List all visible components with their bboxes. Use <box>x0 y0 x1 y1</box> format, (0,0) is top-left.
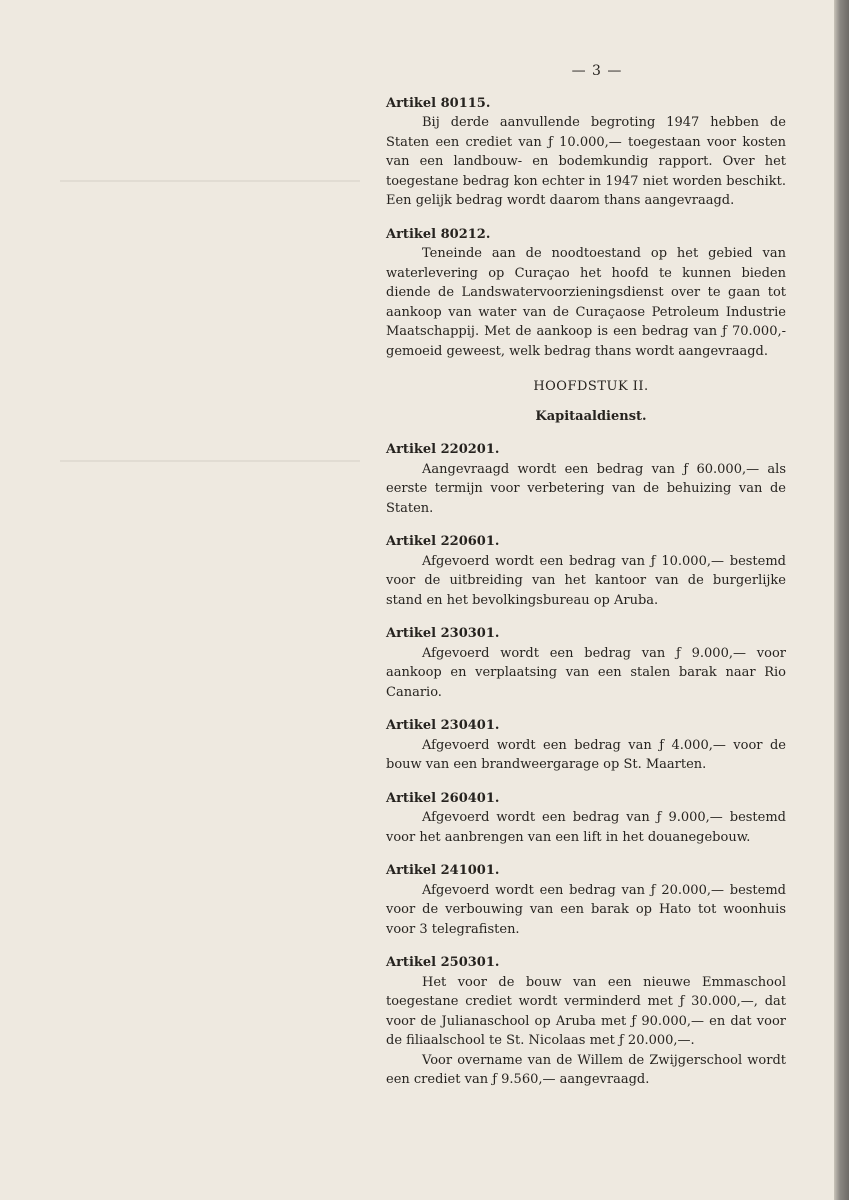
document-body <box>386 62 786 1104</box>
article-title: Artikel 220601. <box>386 534 500 549</box>
article-block <box>386 624 786 702</box>
article-block <box>386 716 786 775</box>
article-paragraph: Bij derde aanvullende begroting 1947 hebben de Staten een crediet van ƒ 10.000,— toegestaan voor kosten van een landbouw- en bodemkundig rapport. Over het toegestane bedrag kon echter in 1947 niet worden beschikt. Een gelijk bedrag wordt daarom thans aangevraagd. <box>386 115 786 208</box>
article-title: Artikel 80212. <box>386 226 491 242</box>
page-number: — 3 — <box>571 63 623 79</box>
article-paragraph: Afgevoerd wordt een bedrag van ƒ 10.000,— bestemd voor de uitbreiding van het kantoor van de burgerlijke stand en het bevolkingsbureau op Aruba. <box>386 553 786 608</box>
article-title: Artikel 250301. <box>386 955 500 970</box>
article-title: Artikel 220201. <box>386 442 500 457</box>
article-title: Artikel 230301. <box>386 626 500 641</box>
page-edge-shadow <box>834 0 849 1200</box>
article-paragraph: Afgevoerd wordt een bedrag van ƒ 9.000,— bestemd voor het aanbrengen van een lift in het douanegebouw. <box>386 810 786 845</box>
chapter-heading: HOOFDSTUK II. <box>533 379 649 394</box>
article-block <box>386 225 786 362</box>
article-block <box>386 532 786 610</box>
article-block <box>386 953 786 1090</box>
article-title: Artikel 230401. <box>386 718 500 733</box>
article-paragraph: Afgevoerd wordt een bedrag van ƒ 9.000,— voor aankoop en verplaatsing van een stalen barak naar Rio Canario. <box>386 645 786 700</box>
articles-section-1 <box>386 94 786 362</box>
article-paragraph: Het voor de bouw van een nieuwe Emmaschool toegestane crediet wordt verminderd met ƒ 30.000,—, dat voor de Julianaschool op Aruba met ƒ 90.000,— en dat voor de filiaalschool te St. Nicolaas met ƒ 20.000,—. <box>386 974 786 1048</box>
article-title: Artikel 260401. <box>386 790 500 806</box>
article-block <box>386 440 786 518</box>
article-paragraph: Afgevoerd wordt een bedrag van ƒ 4.000,— voor de bouw van een brandweergarage op St. Maarten. <box>386 737 786 772</box>
article-block <box>386 94 786 211</box>
article-title: Artikel 80115. <box>386 95 491 111</box>
chapter-heading-block <box>386 377 786 426</box>
article-title: Artikel 241001. <box>386 863 500 878</box>
article-block <box>386 789 786 848</box>
articles-section-2 <box>386 440 786 1090</box>
article-paragraph: Voor overname van de Willem de Zwijgerschool wordt een crediet van ƒ 9.560,— aangevraagd. <box>386 1052 786 1087</box>
article-paragraph: Afgevoerd wordt een bedrag van ƒ 20.000,— bestemd voor de verbouwing van een barak op Hato tot woonhuis voor 3 telegrafisten. <box>386 882 786 937</box>
article-block <box>386 861 786 939</box>
bleed-through-texture <box>60 160 390 640</box>
article-paragraph: Aangevraagd wordt een bedrag van ƒ 60.000,— als eerste termijn voor verbetering van de behuizing van de Staten. <box>386 461 786 516</box>
chapter-subheading: Kapitaaldienst. <box>535 408 647 424</box>
article-paragraph: Teneinde aan de noodtoestand op het gebied van waterlevering op Curaçao het hoofd te kunnen bieden diende de Landswatervoorzieningsdienst over te gaan tot aankoop van water van de Curaçaose Petroleum Industrie Maatschappij. Met de aankoop is een bedrag van ƒ 70.000,- gemoeid geweest, welk bedrag thans wordt aangevraagd. <box>386 246 786 359</box>
